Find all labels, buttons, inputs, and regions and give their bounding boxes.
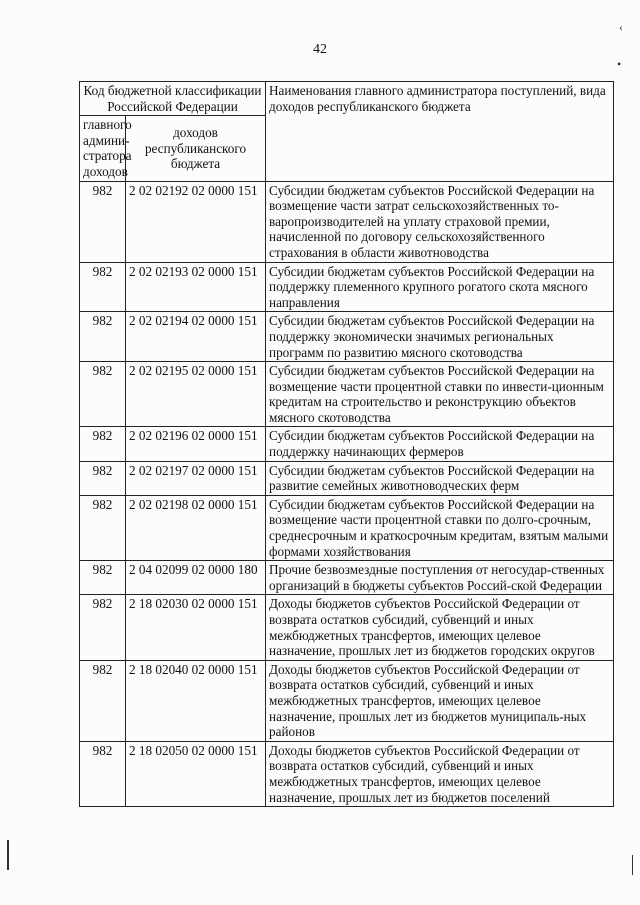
scan-edge-mark [632, 855, 633, 875]
table-row [80, 312, 614, 362]
admin-code-cell: 982 [80, 495, 126, 560]
revenue-name-cell: Прочие безвозмездные поступления от негосудар-ственных организаций в бюджеты субъектов Россий-ской Федерации [266, 561, 614, 595]
admin-code-cell: 982 [80, 362, 126, 427]
revenue-code-cell: 2 02 02194 02 0000 151 [126, 312, 266, 362]
table-row [80, 741, 614, 806]
table-row [80, 262, 614, 312]
revenue-name-cell: Субсидии бюджетам субъектов Российской Федерации на поддержку племенного крупного рогатого скота мясного направления [266, 262, 614, 312]
table-row [80, 461, 614, 495]
margin-mark: • [617, 57, 622, 71]
table-row [80, 660, 614, 741]
admin-code-cell: 982 [80, 561, 126, 595]
revenue-code-cell: 2 04 02099 02 0000 180 [126, 561, 266, 595]
revenue-code-cell: 2 02 02198 02 0000 151 [126, 495, 266, 560]
revenue-code-cell: 2 02 02192 02 0000 151 [126, 181, 266, 262]
revenue-name-cell: Субсидии бюджетам субъектов Российской Федерации на возмещение части процентной ставки по долго-срочным, среднесрочным и краткосрочным кредитам, взятым малыми формами хозяйствования [266, 495, 614, 560]
table-row [80, 595, 614, 660]
table-row [80, 181, 614, 262]
header-classification-code: Код бюджетной классификации Российской Федерации [80, 82, 266, 116]
admin-code-cell: 982 [80, 595, 126, 660]
admin-code-cell: 982 [80, 461, 126, 495]
header-main-administrator: главного админи-стратора доходов [80, 116, 126, 181]
revenue-name-cell: Субсидии бюджетам субъектов Российской Федерации на поддержку начинающих фермеров [266, 427, 614, 461]
revenue-name-cell: Субсидии бюджетам субъектов Российской Федерации на поддержку экономически значимых региональных программ по развитию мясного скотоводства [266, 312, 614, 362]
revenue-name-cell: Доходы бюджетов субъектов Российской Федерации от возврата остатков субсидий, субвенций и иных межбюджетных трансфертов, имеющих целевое назначение, прошлых лет из бюджетов поселений [266, 741, 614, 806]
revenue-code-cell: 2 02 02195 02 0000 151 [126, 362, 266, 427]
admin-code-cell: 982 [80, 427, 126, 461]
table-row [80, 362, 614, 427]
revenue-name-cell: Доходы бюджетов субъектов Российской Федерации от возврата остатков субсидий, субвенций и иных межбюджетных трансфертов, имеющих целевое назначение, прошлых лет из бюджетов городских округов [266, 595, 614, 660]
revenue-code-cell: 2 18 02050 02 0000 151 [126, 741, 266, 806]
revenue-name-cell: Субсидии бюджетам субъектов Российской Федерации на возмещение части процентной ставки по инвести-ционным кредитам на строительство и реконструкцию объектов мясного скотоводства [266, 362, 614, 427]
budget-classification-table [79, 81, 614, 807]
revenue-code-cell: 2 02 02196 02 0000 151 [126, 427, 266, 461]
admin-code-cell: 982 [80, 262, 126, 312]
header-name: Наименования главного администратора поступлений, вида доходов республиканского бюджета [266, 82, 614, 182]
table-row [80, 495, 614, 560]
margin-mark: ‹ [619, 20, 623, 34]
admin-code-cell: 982 [80, 181, 126, 262]
revenue-name-cell: Доходы бюджетов субъектов Российской Федерации от возврата остатков субсидий, субвенций и иных межбюджетных трансфертов, имеющих целевое назначение, прошлых лет из бюджетов муниципаль-ных районов [266, 660, 614, 741]
revenue-code-cell: 2 02 02193 02 0000 151 [126, 262, 266, 312]
revenue-code-cell: 2 02 02197 02 0000 151 [126, 461, 266, 495]
admin-code-cell: 982 [80, 741, 126, 806]
table-row [80, 561, 614, 595]
scan-edge-mark [7, 840, 9, 870]
revenue-name-cell: Субсидии бюджетам субъектов Российской Федерации на возмещение части затрат сельскохозяйственных то-варопроизводителей на уплату страховой премии, начисленной по договору сельскохозяйственного страхования в области животноводства [266, 181, 614, 262]
revenue-code-cell: 2 18 02030 02 0000 151 [126, 595, 266, 660]
page-number: 42 [313, 42, 327, 57]
table-row [80, 427, 614, 461]
admin-code-cell: 982 [80, 660, 126, 741]
table-header-row [80, 82, 614, 116]
revenue-name-cell: Субсидии бюджетам субъектов Российской Федерации на развитие семейных животноводческих ферм [266, 461, 614, 495]
header-revenue-code: доходов республиканского бюджета [126, 116, 266, 181]
revenue-code-cell: 2 18 02040 02 0000 151 [126, 660, 266, 741]
admin-code-cell: 982 [80, 312, 126, 362]
